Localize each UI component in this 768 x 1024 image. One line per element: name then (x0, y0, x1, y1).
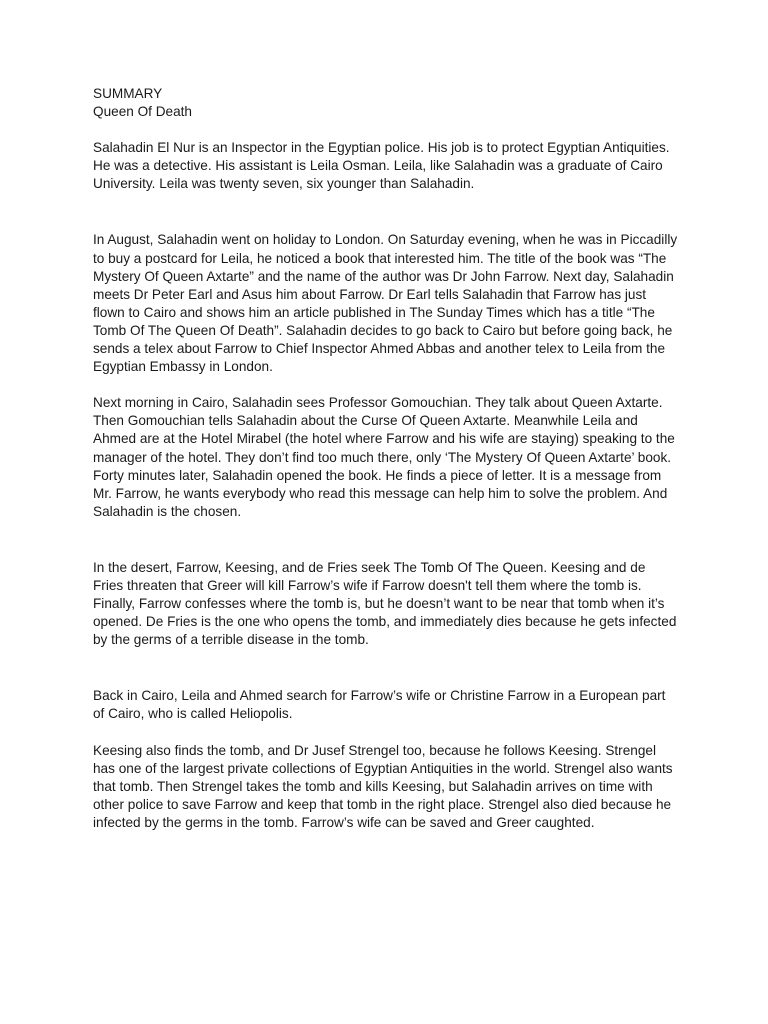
paragraph-london: In August, Salahadin went on holiday to London. On Saturday evening, when he was in Piccadilly to buy a postcard for Leila, he noticed a book that interested him. The title of the book was “The Mystery Of Queen Axtarte” and the name of the author was Dr John Farrow. Next day, Salahadin meets Dr Peter Earl and Asus him about Farrow. Dr Earl tells Salahadin that Farrow has just flown to Cairo and shows him an article published in The Sunday Times which has a title “The Tomb Of The Queen Of Death”. Salahadin decides to go back to Cairo but before going back, he sends a telex about Farrow to Chief Inspector Ahmed Abbas and another telex to Leila from the Egyptian Embassy in London. (93, 232, 678, 375)
paragraph-desert: In the desert, Farrow, Keesing, and de Fries seek The Tomb Of The Queen. Keesing and de Fries threaten that Greer will kill Farrow’s wife if Farrow doesn't tell them where the tomb is. Finally, Farrow confesses where the tomb is, but he doesn’t want to be near that tomb when it’s opened. De Fries is the one who opens the tomb, and immediately dies because he gets infected by the germs of a terrible disease in the tomb. (93, 559, 677, 648)
document-body (93, 85, 678, 832)
spacer (93, 121, 678, 139)
paragraph-cairo: Next morning in Cairo, Salahadin sees Professor Gomouchian. They talk about Queen Axtarte. Then Gomouchian tells Salahadin about the Curse Of Queen Axtarte. Meanwhile Leila and Ahmed are at the Hotel Mirabel (the hotel where Farrow and his wife are staying) speaking to the manager of the hotel. They don’t find too much there, only ‘The Mystery Of Queen Axtarte’ book. Forty minutes later, Salahadin opened the book. He finds a piece of letter. It is a message from Mr. Farrow, he wants everybody who read this message can help him to solve the problem. And Salahadin is the chosen. (93, 395, 675, 519)
document-title: Queen Of Death (93, 104, 192, 120)
paragraph-heliopolis: Back in Cairo, Leila and Ahmed search for Farrow’s wife or Christine Farrow in a European part of Cairo, who is called Heliopolis. (93, 688, 666, 722)
spacer (93, 193, 678, 231)
spacer (93, 376, 678, 394)
spacer (93, 521, 678, 559)
document-heading: SUMMARY (93, 86, 163, 101)
spacer (93, 649, 678, 687)
paragraph-strengel: Keesing also finds the tomb, and Dr Jusef Strengel too, because he follows Keesing. Strengel has one of the largest private collections of Egyptian Antiquities in the world. Strengel also wants that tomb. Then Strengel takes the tomb and kills Keesing, but Salahadin arrives on time with other police to save Farrow and keep that tomb in the right place. Strengel also died because he infected by the germs in the tomb. Farrow’s wife can be saved and Greer caughted. (93, 742, 673, 830)
paragraph-intro: Salahadin El Nur is an Inspector in the Egyptian police. His job is to protect Egyptian Antiquities. He was a detective. His assistant is Leila Osman. Leila, like Salahadin was a graduate of Cairo University. Leila was twenty seven, six younger than Salahadin. (93, 140, 670, 192)
spacer (93, 724, 678, 742)
